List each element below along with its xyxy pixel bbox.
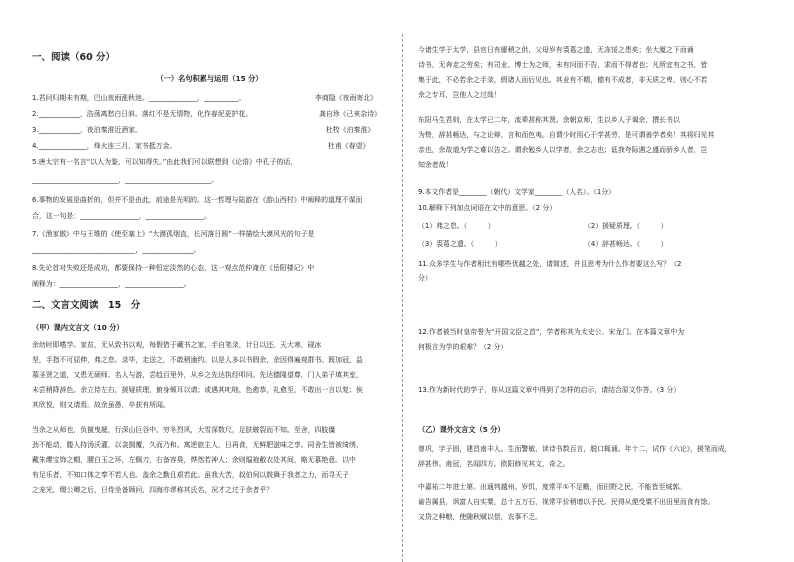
subsection-title-quotes: （一）名句积累与运用（15 分） [156,74,263,83]
question-7: 7.《渔家傲》中与王维的《使至塞上》“大漠孤烟直，长河落日圆”一样描绘大漠风光的句子是 [32,230,315,238]
question-10-item-2: （2）援疑质理。（ ） [584,222,668,230]
subsection-title-extracurricular: （乙）课外文言文（5 分） [418,425,505,434]
question-10-item-3: （3）裘葛之遗。（ ） [418,240,502,248]
passage-3-line: 余之专耳，岂他人之过哉！ [418,91,501,99]
question-13: 13.作为新时代的学子，你从这篇文章中得到了怎样的启示，请结合原文作答。（3 分） [418,386,681,394]
passage-6-line: 谕告属县，讽富人自实粟，总十五万石，视常平价稍增以予民。民得从便受粟不出田里而食有馀。 [418,498,715,506]
passage-4-line: 为贽，辞甚畅达，与之论辩，言和而色夷。自谓少时用心于学甚劳，是可谓善学者矣！其将归见其 [418,131,715,139]
passage-2-line: 戴朱缨宝饰之帽，腰白玉之环，左佩刀，右备容臭，烨然若神人；余则缊袍敝衣处其间，略无慕艳意。以中 [32,456,356,464]
question-5-blank: _________________________，_________________________。 [32,176,219,184]
question-11-line1: 11.众多学生与作者相比有哪些优越之处，请简述，并且思考为什么作者要这么写？（2 [418,260,682,268]
question-12-line1: 12.作者被当时皇帝誉为“开国文臣之首”，学者称其为太史公、宋龙门。在本篇文章中为 [418,328,685,336]
question-4-source: 杜甫《春望》 [328,142,370,150]
question-2-source: 龚自珍《己亥杂诗》 [319,110,382,118]
question-9: 9.本文作者是________（朝代）文学家________（人名）。（1分） [418,188,615,196]
question-7-blank: ______________________________，_______________。 [32,246,201,254]
right-column [418,0,770,562]
question-6-line2: 合，这一句是：_________________，_________________。 [32,212,212,220]
question-5: 5.唐太宗有一名言“以人为鉴，可以知得失。”由此我们可以联想到《论语》中孔子的话， [32,158,298,166]
question-10-item-1: （1）弗之怠。（ ） [418,222,495,230]
passage-1-line: 其欣悦，则又请焉。故余虽愚，卒获有所闻。 [32,401,170,409]
question-12-line2: 何极言为学的艰难？（2 分） [418,343,508,351]
passage-2-line: 劲不能动，媵人持汤沃灌，以衾拥覆，久而乃和。寓逆旅主人，日再食，无鲜肥滋味之享。同舍生皆被绮绣， [32,441,363,449]
question-10: 10.解释下列加点词语在文中的意思。（2 分） [418,204,557,212]
passage-2-line: 有足乐者，不知口体之奉不若人也。盖余之勤且艰若此。虽我大苦，叔伯伺以鼓舞于我者之力，而寻天子 [32,471,349,479]
passage-1-line: 坚，手指不可屈伸，弗之怠。录毕，走送之，不敢稍逾约。以是人多以书假余，余因得遍观群书。既加冠，益 [32,356,363,364]
question-4: 4.______________，烽火连三月，家书抵万金。 [32,142,177,150]
section-title-classical: 二、文言文阅读 15 分 [32,300,141,311]
question-3-source: 杜牧《泊秦淮》 [326,126,375,134]
passage-3-line: 今诸生学于太学，县官日有廪稍之供，父母岁有裘葛之遗，无冻馁之患矣；坐大厦之下而诵 [418,46,694,54]
passage-4-line: 亲也，余故道为学之难以告之。谓余勉乡人以学者，余之志也；诋我夸际遇之盛而骄乡人者，岂 [418,146,708,154]
passage-4-line: 知余者哉！ [418,161,453,169]
passage-6-line: 又贷之种粮，使随秋赋以偿，农事不乏。 [418,513,543,521]
column-divider [402,34,403,562]
passage-3-line: 诗书，无奔走之劳矣；有司业、博士为之师，未有问而不告，求而不得者也；凡所宜有之书，皆 [418,61,708,69]
question-10-item-4: （4）辞甚畅达。（ ） [584,240,668,248]
question-8-line1: 8.先论首对失败还是成功，都要保持一种恒定淡然的心态，这一观点范仲淹在《岳阳楼记》中 [32,264,315,272]
passage-5-line: 辞甚伟。甫冠，名闻四方。欧阳修见其文，奇之。 [418,460,570,468]
passage-5-line: 曾巩，字子固，建昌南丰人。生而警敏，读诗书数百言，脱口辄诵。年十二，试作《六论》，援笔而成， [418,445,732,453]
passage-4-line: 东阳马生君则，在太学已二年，流辈甚称其贤。余朝京师，生以乡人子谒余，撰长书以 [418,116,680,124]
passage-3-line: 集于此，不必若余之手录，假诸人而后见也。其业有不精，德有不成者，非天质之卑，则心不若 [418,76,708,84]
question-1: 1.君问归期未有期，巴山夜雨涨秋池。______________，__________。 [32,94,246,102]
question-3: 3.____________，夜泊秦淮近酒家。 [32,126,142,134]
passage-1-line: 慕圣贤之道，又患无硕师、名人与游，尝趋百里外，从乡之先达执经叩问。先达德隆望尊，门人弟子填其室， [32,371,363,379]
question-6-line1: 6.事物的发展是曲折的，但并不是由此，前途是光明的。这一哲理与陆游在《游山西村》中阐释的道理不谋而 [32,196,363,204]
section-title-reading: 一、阅读（60 分） [32,52,116,63]
passage-6-line: 中嘉祐二年进士第。出通判越州。岁饥，度常平①不足赡，而田野之民，不能皆至城郭。 [418,483,687,491]
question-1-source: 李商隐《夜雨寄北》 [315,94,378,102]
passage-2-line: 之宠光，缀公卿之后，日侍坐备顾问，四海亦谬称其氏名，况才之过于余者乎？ [32,486,274,494]
passage-2-line: 当余之从师也，负箧曳屣，行深山巨谷中。穷冬烈风，大雪深数尺，足肤皲裂而不知。至舍，四肢僵 [32,426,336,434]
question-8-line2: 阐释为：_________________，_________________。 [32,280,191,288]
question-11-line2: 分） [418,274,432,282]
passage-1-line: 余幼时即嗜学。家贫，无从致书以观，每假借于藏书之家，手自笔录，计日以还。天大寒，砚冰 [32,341,322,349]
question-2: 2.____________，浩荡离愁白日斜。落红不是无情物，化作春泥更护花。 [32,110,253,118]
passage-1-line: 未尝稍降辞色。余立侍左右，援疑质理，俯身倾耳以请；或遇其叱咄，色愈恭，礼愈至，不敢出一言以复；俟 [32,386,363,394]
subsection-title-in-class: （甲）课内文言文（10 分） [32,323,124,332]
left-column [32,0,387,562]
